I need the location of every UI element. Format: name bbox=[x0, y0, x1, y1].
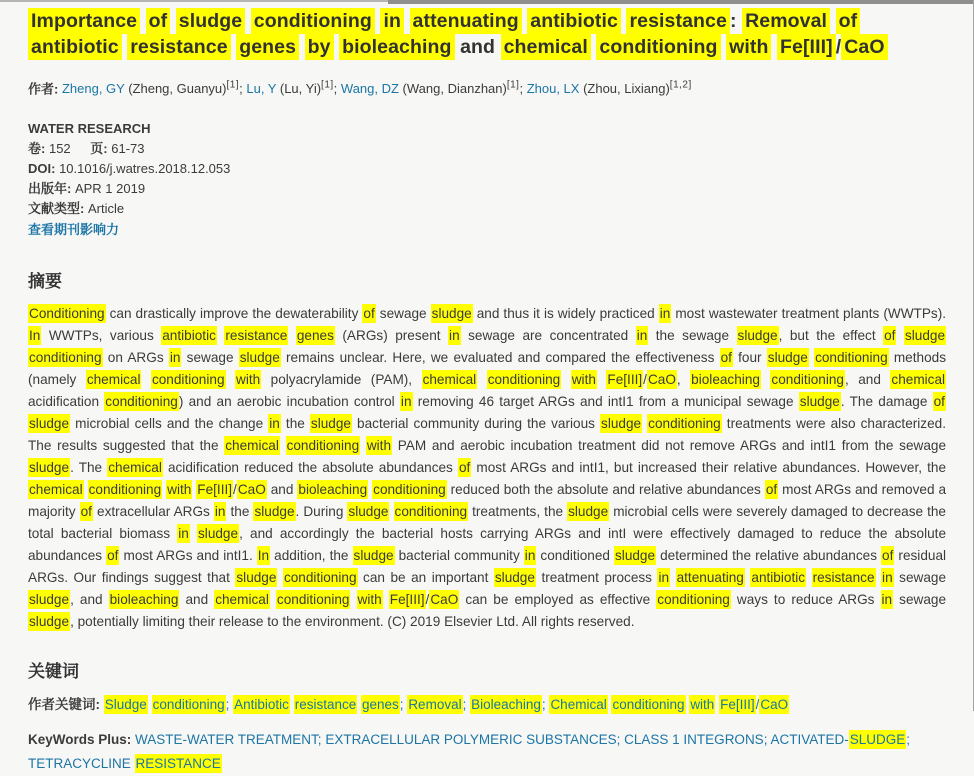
volume-value: 152 bbox=[48, 141, 71, 157]
keywords-plus-link[interactable]: TETRACYCLINE RESISTANCE bbox=[28, 756, 221, 772]
volume-pages-row bbox=[28, 139, 945, 159]
journal-name: WATER RESEARCH bbox=[28, 121, 151, 137]
pub-year-label: 出版年: bbox=[28, 181, 72, 197]
doc-type-label: 文献类型: bbox=[28, 201, 85, 217]
journal-info bbox=[28, 119, 945, 240]
doi-row bbox=[28, 159, 945, 179]
pages-value: 61-73 bbox=[111, 141, 145, 157]
pages-label: 页: bbox=[90, 141, 108, 157]
keyword-separator: ; bbox=[225, 697, 234, 713]
keyword-separator: ; bbox=[462, 697, 471, 713]
keyword-separator: ; bbox=[616, 732, 625, 748]
author-affiliation-sup: [1,2] bbox=[669, 80, 692, 91]
author-keyword-link[interactable]: Sludge conditioning bbox=[104, 697, 225, 713]
author-keyword-link[interactable]: Chemical conditioning with Fe[III]/CaO bbox=[550, 697, 789, 713]
abstract-text: Conditioning can drastically improve the dewaterability of sewage sludge and thus it is widely practiced in most wastewater treatment plants (WWTPs). In WWTPs, various antibiotic resistance genes (ARGs) present in sewage are concentrated in the sewage sludge, but the effect of sludge conditioning on ARGs in sewage sludge remains unclear. Here, we evaluated and compared the effectiveness of four sludge conditioning methods (namely chemical conditioning with polyacrylamide (PAM), chemical conditioning with Fe[III]/CaO, bioleaching conditioning, and chemical acidification conditioning) and an aerobic incubation control in removing 46 target ARGs and intI1 from a municipal sewage sludge. The damage of sludge microbial cells and the change in the sludge bacterial community during the various sludge conditioning treatments were also characterized. The results suggested that the chemical conditioning with PAM and aerobic incubation treatment did not remove ARGs and intI1 from the sewage sludge. The chemical acidification reduced the absolute abundances of most ARGs and intI1, but increased their relative abundances. However, the chemical conditioning with Fe[III]/CaO and bioleaching conditioning reduced both the absolute and relative abundances of most ARGs and removed a majority of extracellular ARGs in the sludge. During sludge conditioning treatments, the sludge microbial cells were severely damaged to decrease the total bacterial biomass in sludge, and accordingly the bacterial hosts carrying ARGs and intI were effectively damaged to reduce the absolute abundances of most ARGs and intI1. In addition, the sludge bacterial community in conditioned sludge determined the relative abundances of residual ARGs. Our findings suggest that sludge conditioning can be an important sludge treatment process in attenuating antibiotic resistance in sewage sludge, and bioleaching and chemical conditioning with Fe[III]/CaO can be employed as effective conditioning ways to reduce ARGs in sewage sludge, potentially limiting their release to the environment. (C) 2019 Elsevier Ltd. All rights reserved. bbox=[28, 306, 947, 630]
pub-year-value: APR 1 2019 bbox=[74, 181, 146, 197]
view-journal-impact-link[interactable]: 查看期刊影响力 bbox=[28, 222, 120, 238]
author-affiliation-sup: [1] bbox=[226, 80, 240, 91]
doi-label: DOI: bbox=[28, 161, 56, 177]
keyword-separator: ; bbox=[541, 697, 550, 713]
author-full-name: (Zhou, Lixiang) bbox=[579, 81, 670, 97]
article-title: Importance of sludge conditioning in attenuating antibiotic resistance : Removal of antibiotic resistance genes by bioleaching and chemical conditioning with Fe[III] / CaO bbox=[28, 8, 890, 60]
abstract-heading: 摘要 bbox=[28, 272, 62, 292]
keywords-plus-label: KeyWords Plus: bbox=[28, 732, 132, 748]
keyword-separator: ; bbox=[906, 732, 911, 748]
author-affiliation-sup: [1] bbox=[506, 80, 520, 91]
authors-line bbox=[28, 77, 945, 98]
author-link[interactable]: Lu, Y bbox=[246, 81, 277, 97]
volume-label: 卷: bbox=[28, 141, 46, 157]
keywords-plus-list bbox=[28, 730, 910, 773]
keyword-separator: ; bbox=[317, 732, 326, 748]
keyword-separator: ; bbox=[763, 732, 771, 748]
author-keyword-link[interactable]: Removal bbox=[408, 697, 462, 713]
author-keywords-list bbox=[104, 695, 789, 714]
doc-type-value: Article bbox=[87, 201, 125, 217]
author-affiliation-sup: [1] bbox=[321, 80, 334, 91]
author-full-name: (Zheng, Guanyu) bbox=[124, 81, 227, 97]
scrollbar-thumb[interactable] bbox=[388, 0, 973, 4]
doc-type-row bbox=[28, 199, 945, 219]
author-link[interactable]: Wang, DZ bbox=[340, 81, 399, 97]
author-link[interactable]: Zheng, GY bbox=[61, 81, 125, 97]
keyword-separator: ; bbox=[399, 697, 408, 713]
author-keyword-link[interactable]: Antibiotic resistance genes bbox=[234, 697, 399, 713]
keywords-plus-link[interactable]: ACTIVATED-SLUDGE bbox=[770, 732, 906, 748]
authors-list: Zheng, GY (Zheng, Guanyu)[1]; Lu, Y (Lu, Yi)[1]; Wang, DZ (Wang, Dianzhan)[1]; Zhou, LX (Zhou, Lixiang)[1,2] bbox=[61, 80, 692, 97]
keywords-heading: 关键词 bbox=[28, 662, 79, 682]
top-scrollbar bbox=[0, 0, 973, 4]
author-full-name: (Lu, Yi) bbox=[276, 81, 322, 97]
authors-label: 作者: bbox=[28, 81, 59, 97]
author-link[interactable]: Zhou, LX bbox=[526, 81, 580, 97]
keywords-plus-link[interactable]: EXTRACELLULAR POLYMERIC SUBSTANCES bbox=[325, 732, 617, 748]
keywords-plus-link[interactable]: WASTE-WATER TREATMENT bbox=[135, 732, 318, 748]
keywords-plus-line bbox=[28, 728, 946, 776]
author-full-name: (Wang, Dianzhan) bbox=[398, 81, 507, 97]
doi-value: 10.1016/j.watres.2018.12.053 bbox=[59, 161, 231, 177]
author-keywords-line bbox=[28, 693, 946, 717]
keywords-plus-link[interactable]: CLASS 1 INTEGRONS bbox=[624, 732, 764, 748]
author-keywords-label: 作者关键词: bbox=[28, 697, 100, 713]
author-keyword-link[interactable]: Bioleaching bbox=[471, 697, 541, 713]
pub-year-row bbox=[28, 179, 945, 199]
